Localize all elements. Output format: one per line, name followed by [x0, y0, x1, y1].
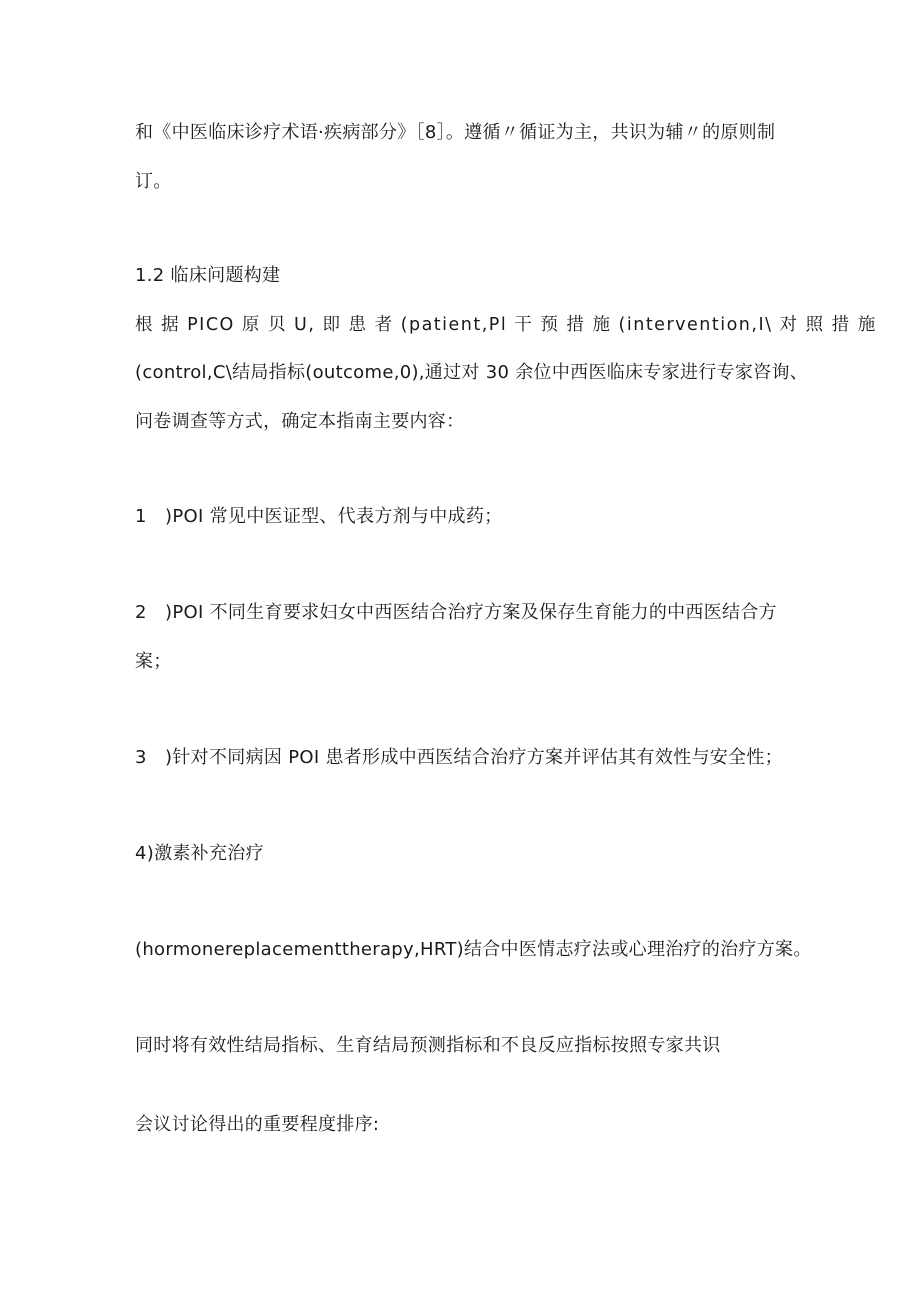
list-item-4-line-2: (hormonereplacementtherapy,HRT)结合中医情志疗法或心理治疗的治疗方案。 — [135, 939, 812, 960]
list-item-1: 1 )POI 常见中医证型、代表方剂与中成药； — [135, 506, 503, 527]
list-item-2-line-2: 案； — [135, 651, 172, 672]
intro-line-1: 和《中医临床诊疗术语·疾病部分》［8］。遵循〃循证为主，共识为辅〃的原则制 — [135, 122, 776, 143]
closing-line-1: 同时将有效性结局指标、生育结局预测指标和不良反应指标按照专家共识 — [135, 1035, 721, 1056]
list-item-3: 3 )针对不同病因 POI 患者形成中西医结合治疗方案并评估其有效性与安全性； — [135, 747, 783, 768]
list-item-2-line-1: 2 )POI 不同生育要求妇女中西医结合治疗方案及保存生育能力的中西医结合方 — [135, 602, 777, 623]
closing-line-2: 会议讨论得出的重要程度排序: — [135, 1114, 380, 1135]
pico-line-3: 问卷调查等方式，确定本指南主要内容： — [135, 411, 465, 432]
intro-line-2: 订。 — [135, 171, 172, 192]
pico-line-1: 根 据 PICO 原 贝 U, 即 患 者 (patient,Pl 干 预 措 施 (intervention,I\ 对 照 措 施 — [135, 315, 877, 335]
list-item-4-line-1: 4)激素补充治疗 — [135, 843, 264, 864]
pico-line-2: (control,C\结局指标(outcome,0),通过对 30 余位中西医临床专家进行专家咨询、 — [135, 362, 809, 383]
section-heading: 1.2 临床问题构建 — [135, 265, 281, 286]
